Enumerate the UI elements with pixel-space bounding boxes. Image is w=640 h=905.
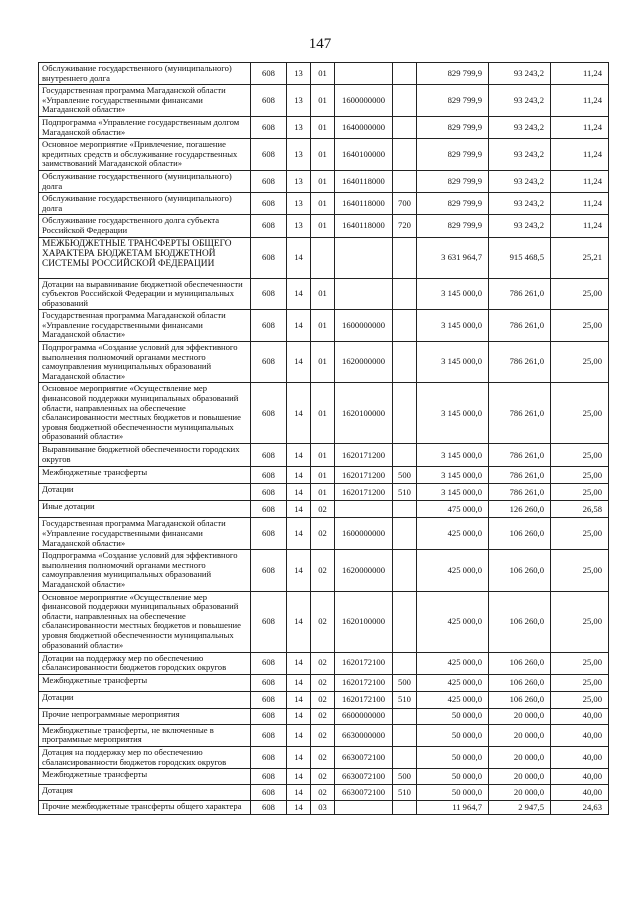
row-ved: 608 [251,237,287,278]
row-ved: 608 [251,467,287,484]
row-pr: 01 [311,310,335,342]
row-exec: 106 260,0 [489,591,551,652]
row-pr: 01 [311,85,335,117]
row-csr: 1640000000 [335,116,393,138]
row-csr: 1620171200 [335,467,393,484]
row-csr: 6630072100 [335,746,393,768]
row-vr [393,85,417,117]
row-exec: 20 000,0 [489,785,551,801]
row-plan: 11 964,7 [417,801,489,815]
row-plan: 3 145 000,0 [417,383,489,444]
row-exec: 93 243,2 [489,63,551,85]
table-row [39,691,609,708]
row-name: Подпрограмма «Создание условий для эффективного выполнения полномочий органами местного самоуправления муниципальных образований Магаданской области» [39,550,251,591]
row-exec: 93 243,2 [489,85,551,117]
table-row [39,708,609,724]
row-name: Обслуживание государственного (муниципального) долга [39,170,251,192]
row-vr [393,652,417,674]
row-csr: 1600000000 [335,310,393,342]
row-plan: 829 799,9 [417,170,489,192]
row-exec: 106 260,0 [489,652,551,674]
row-pr: 01 [311,63,335,85]
row-pr: 01 [311,467,335,484]
row-rz: 14 [287,278,311,310]
row-rz: 14 [287,691,311,708]
row-rz: 14 [287,444,311,467]
table-row [39,652,609,674]
row-pct: 25,00 [551,591,609,652]
row-name: Подпрограмма «Управление государственным долгом Магаданской области» [39,116,251,138]
row-pr [311,237,335,278]
row-rz: 14 [287,708,311,724]
row-csr [335,501,393,518]
row-ved: 608 [251,139,287,171]
row-pr: 02 [311,769,335,785]
row-pr: 02 [311,691,335,708]
row-vr [393,444,417,467]
row-exec: 786 261,0 [489,342,551,383]
row-ved: 608 [251,652,287,674]
row-name: МЕЖБЮДЖЕТНЫЕ ТРАНСФЕРТЫ ОБЩЕГО ХАРАКТЕРА БЮДЖЕТАМ БЮДЖЕТНОЙ СИСТЕМЫ РОССИЙСКОЙ ФЕДЕРАЦИИ [39,237,251,278]
row-pct: 25,00 [551,518,609,550]
row-plan: 3 631 964,7 [417,237,489,278]
row-pr: 02 [311,674,335,691]
row-exec: 20 000,0 [489,746,551,768]
row-ved: 608 [251,116,287,138]
row-csr: 1620100000 [335,591,393,652]
row-pct: 25,00 [551,342,609,383]
row-exec: 786 261,0 [489,383,551,444]
row-vr [393,342,417,383]
row-vr [393,746,417,768]
row-plan: 829 799,9 [417,139,489,171]
row-exec: 93 243,2 [489,170,551,192]
row-name: Государственная программа Магаданской области «Управление государственными финансами Магаданской области» [39,518,251,550]
row-exec: 106 260,0 [489,550,551,591]
row-pct: 11,24 [551,139,609,171]
row-ved: 608 [251,444,287,467]
row-plan: 3 145 000,0 [417,310,489,342]
row-rz: 13 [287,85,311,117]
row-pct: 11,24 [551,85,609,117]
row-pct: 25,00 [551,383,609,444]
row-pct: 25,00 [551,444,609,467]
row-name: Дотации [39,691,251,708]
row-name: Прочие межбюджетные трансферты общего характера [39,801,251,815]
row-pr: 01 [311,342,335,383]
row-pr: 02 [311,652,335,674]
row-rz: 13 [287,193,311,215]
row-ved: 608 [251,383,287,444]
table-body [39,63,609,815]
table-row [39,116,609,138]
row-name: Межбюджетные трансферты [39,769,251,785]
row-name: Основное мероприятие «Осуществление мер финансовой поддержки муниципальных образований области, направленных на обеспечение сбалансированности местных бюджетов и повышение уровня бюджетной обеспеченности муниципальных образований области» [39,591,251,652]
row-exec: 786 261,0 [489,484,551,501]
row-ved: 608 [251,769,287,785]
table-row [39,383,609,444]
row-ved: 608 [251,501,287,518]
row-rz: 13 [287,116,311,138]
row-pct: 11,24 [551,193,609,215]
row-name: Подпрограмма «Создание условий для эффективного выполнения полномочий органами местного самоуправления муниципальных образований Магаданской области» [39,342,251,383]
row-csr: 1620000000 [335,342,393,383]
row-rz: 14 [287,310,311,342]
row-pct: 25,00 [551,691,609,708]
row-csr [335,237,393,278]
row-plan: 3 145 000,0 [417,467,489,484]
table-row [39,310,609,342]
row-csr [335,801,393,815]
row-ved: 608 [251,708,287,724]
row-csr: 6630072100 [335,785,393,801]
row-vr [393,278,417,310]
row-pct: 25,00 [551,550,609,591]
row-plan: 829 799,9 [417,85,489,117]
row-rz: 14 [287,746,311,768]
row-ved: 608 [251,674,287,691]
row-exec: 2 947,5 [489,801,551,815]
table-row [39,674,609,691]
row-name: Государственная программа Магаданской области «Управление государственными финансами Магаданской области» [39,85,251,117]
row-plan: 50 000,0 [417,785,489,801]
row-pr: 01 [311,215,335,237]
row-name: Дотация на поддержку мер по обеспечению сбалансированности бюджетов городских округов [39,746,251,768]
row-rz: 14 [287,785,311,801]
row-exec: 20 000,0 [489,724,551,746]
row-pct: 25,00 [551,674,609,691]
row-csr: 1620172100 [335,691,393,708]
row-plan: 829 799,9 [417,116,489,138]
row-pr: 01 [311,444,335,467]
row-vr: 500 [393,769,417,785]
row-plan: 3 145 000,0 [417,278,489,310]
row-name: Обслуживание государственного долга субъекта Российской Федерации [39,215,251,237]
row-ved: 608 [251,193,287,215]
row-ved: 608 [251,785,287,801]
table-row [39,501,609,518]
row-pr: 01 [311,139,335,171]
row-rz: 14 [287,518,311,550]
row-exec: 786 261,0 [489,310,551,342]
row-vr [393,63,417,85]
table-row [39,591,609,652]
row-pct: 40,00 [551,746,609,768]
row-pr: 01 [311,116,335,138]
row-pct: 25,00 [551,484,609,501]
row-plan: 50 000,0 [417,724,489,746]
row-pct: 26,58 [551,501,609,518]
table-row [39,769,609,785]
row-name: Обслуживание государственного (муниципального) внутреннего долга [39,63,251,85]
row-rz: 13 [287,139,311,171]
row-pct: 40,00 [551,785,609,801]
row-csr: 1620172100 [335,674,393,691]
row-rz: 14 [287,591,311,652]
row-pr: 01 [311,383,335,444]
row-rz: 14 [287,501,311,518]
row-plan: 50 000,0 [417,746,489,768]
table-row [39,193,609,215]
table-row [39,278,609,310]
row-exec: 786 261,0 [489,278,551,310]
row-rz: 14 [287,383,311,444]
row-vr [393,801,417,815]
row-pct: 24,63 [551,801,609,815]
row-vr: 510 [393,484,417,501]
row-vr: 720 [393,215,417,237]
row-csr: 1600000000 [335,518,393,550]
row-name: Дотация [39,785,251,801]
row-vr [393,170,417,192]
row-pr: 02 [311,724,335,746]
row-ved: 608 [251,484,287,501]
row-plan: 829 799,9 [417,63,489,85]
row-pr: 01 [311,170,335,192]
table-row [39,801,609,815]
row-vr [393,116,417,138]
row-exec: 915 468,5 [489,237,551,278]
row-exec: 93 243,2 [489,193,551,215]
table-row [39,550,609,591]
row-plan: 425 000,0 [417,550,489,591]
row-plan: 475 000,0 [417,501,489,518]
row-vr: 700 [393,193,417,215]
row-ved: 608 [251,63,287,85]
row-vr [393,724,417,746]
table-row [39,467,609,484]
row-vr [393,310,417,342]
row-csr: 1640118000 [335,215,393,237]
row-vr [393,518,417,550]
row-ved: 608 [251,550,287,591]
row-exec: 106 260,0 [489,674,551,691]
row-vr: 500 [393,467,417,484]
row-ved: 608 [251,170,287,192]
row-pct: 25,00 [551,310,609,342]
row-plan: 425 000,0 [417,591,489,652]
row-rz: 14 [287,484,311,501]
row-pr: 02 [311,550,335,591]
row-csr [335,63,393,85]
row-plan: 3 145 000,0 [417,444,489,467]
row-plan: 425 000,0 [417,652,489,674]
row-plan: 829 799,9 [417,215,489,237]
row-exec: 93 243,2 [489,215,551,237]
row-csr: 1620171200 [335,484,393,501]
row-pct: 40,00 [551,708,609,724]
table-row [39,724,609,746]
row-rz: 14 [287,652,311,674]
row-plan: 425 000,0 [417,674,489,691]
row-pr: 02 [311,591,335,652]
table-row [39,170,609,192]
row-rz: 13 [287,215,311,237]
table-row [39,342,609,383]
row-ved: 608 [251,518,287,550]
row-ved: 608 [251,691,287,708]
row-name: Дотации на выравнивание бюджетной обеспеченности субъектов Российской Федерации и муниципальных образований [39,278,251,310]
row-pr: 03 [311,801,335,815]
row-vr: 500 [393,674,417,691]
row-exec: 786 261,0 [489,467,551,484]
row-name: Основное мероприятие «Осуществление мер финансовой поддержки муниципальных образований области, направленных на обеспечение сбалансированности местных бюджетов и повышение уровня бюджетной обеспеченности муниципальных образований области» [39,383,251,444]
row-name: Основное мероприятие «Привлечение, погашение кредитных средств и обслуживание государственных заимствований Магаданской области» [39,139,251,171]
row-csr: 6630072100 [335,769,393,785]
row-pct: 25,00 [551,467,609,484]
row-pct: 25,00 [551,278,609,310]
row-ved: 608 [251,746,287,768]
table-row [39,85,609,117]
row-name: Иные дотации [39,501,251,518]
page-number: 147 [308,36,332,52]
row-name: Межбюджетные трансферты [39,467,251,484]
row-pr: 02 [311,708,335,724]
row-csr: 1640118000 [335,170,393,192]
row-vr [393,139,417,171]
row-pr: 02 [311,518,335,550]
table-row [39,444,609,467]
row-csr: 1620000000 [335,550,393,591]
row-pr: 01 [311,484,335,501]
row-name: Межбюджетные трансферты [39,674,251,691]
row-pct: 11,24 [551,63,609,85]
row-csr: 1600000000 [335,85,393,117]
row-plan: 3 145 000,0 [417,342,489,383]
row-vr [393,501,417,518]
row-plan: 829 799,9 [417,193,489,215]
table-row [39,484,609,501]
row-pr: 02 [311,785,335,801]
row-pr: 01 [311,193,335,215]
row-plan: 425 000,0 [417,691,489,708]
row-csr [335,278,393,310]
table-row [39,746,609,768]
row-ved: 608 [251,591,287,652]
row-exec: 93 243,2 [489,139,551,171]
row-pct: 11,24 [551,116,609,138]
row-name: Прочие непрограммные мероприятия [39,708,251,724]
row-rz: 13 [287,63,311,85]
row-plan: 3 145 000,0 [417,484,489,501]
row-exec: 20 000,0 [489,769,551,785]
row-ved: 608 [251,310,287,342]
row-ved: 608 [251,215,287,237]
row-exec: 106 260,0 [489,691,551,708]
budget-table [38,62,609,815]
row-rz: 13 [287,170,311,192]
row-csr: 1620100000 [335,383,393,444]
table-row [39,518,609,550]
row-vr [393,383,417,444]
row-name: Дотации на поддержку мер по обеспечению сбалансированности бюджетов городских округов [39,652,251,674]
row-rz: 14 [287,467,311,484]
row-pct: 40,00 [551,724,609,746]
row-rz: 14 [287,674,311,691]
row-ved: 608 [251,801,287,815]
row-pct: 11,24 [551,215,609,237]
row-vr [393,708,417,724]
row-ved: 608 [251,278,287,310]
row-pr: 01 [311,278,335,310]
row-vr: 510 [393,785,417,801]
row-pct: 25,00 [551,652,609,674]
row-name: Выравнивание бюджетной обеспеченности городских округов [39,444,251,467]
row-csr: 1640100000 [335,139,393,171]
row-pct: 25,21 [551,237,609,278]
row-rz: 14 [287,237,311,278]
row-name: Дотации [39,484,251,501]
table-row [39,139,609,171]
row-name: Обслуживание государственного (муниципального) долга [39,193,251,215]
row-name: Государственная программа Магаданской области «Управление государственными финансами Магаданской области» [39,310,251,342]
row-csr: 6630000000 [335,724,393,746]
row-vr [393,550,417,591]
row-exec: 126 260,0 [489,501,551,518]
row-rz: 14 [287,801,311,815]
row-exec: 106 260,0 [489,518,551,550]
row-pct: 40,00 [551,769,609,785]
row-csr: 1620171200 [335,444,393,467]
table-row [39,785,609,801]
table-row [39,63,609,85]
row-vr: 510 [393,691,417,708]
row-csr: 6600000000 [335,708,393,724]
row-plan: 50 000,0 [417,769,489,785]
row-exec: 20 000,0 [489,708,551,724]
row-ved: 608 [251,85,287,117]
row-vr [393,591,417,652]
row-rz: 14 [287,550,311,591]
row-ved: 608 [251,724,287,746]
row-csr: 1640118000 [335,193,393,215]
row-vr [393,237,417,278]
row-pct: 11,24 [551,170,609,192]
row-pr: 02 [311,746,335,768]
row-pr: 02 [311,501,335,518]
row-rz: 14 [287,769,311,785]
row-plan: 425 000,0 [417,518,489,550]
table-row [39,215,609,237]
row-rz: 14 [287,342,311,383]
row-ved: 608 [251,342,287,383]
row-exec: 786 261,0 [489,444,551,467]
row-rz: 14 [287,724,311,746]
table-row [39,237,609,278]
row-csr: 1620172100 [335,652,393,674]
row-plan: 50 000,0 [417,708,489,724]
row-name: Межбюджетные трансферты, не включенные в программные мероприятия [39,724,251,746]
row-exec: 93 243,2 [489,116,551,138]
